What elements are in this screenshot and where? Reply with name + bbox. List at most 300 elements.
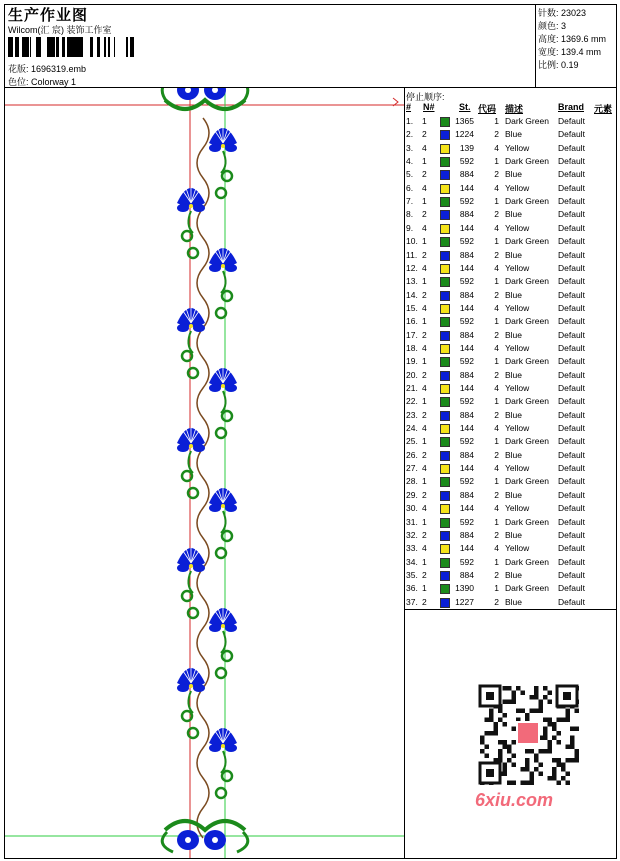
table-row [405,209,617,222]
row-stitches: 884 [459,249,474,260]
row-brand: Default [558,129,585,140]
flower-leaf [225,264,237,272]
color-swatch [440,130,450,140]
col-header-desc: 描述 [505,104,524,114]
table-row [405,476,617,489]
qr-module [485,718,490,723]
qr-module [503,713,508,718]
flower-leaf [193,684,205,692]
row-description: Blue [505,209,523,220]
row-brand: Default [558,436,585,447]
qr-module [566,758,571,763]
barcode-bar [109,37,110,57]
row-brand: Default [558,463,585,474]
colorway-label: 色位: Colorway 1 [8,77,77,87]
row-brand: Default [558,236,585,247]
barcode-bar [62,37,65,57]
row-number: 6. [406,182,414,193]
qr-module [566,781,571,786]
qr-module [494,722,499,727]
color-swatch [440,357,450,367]
qr-module [512,781,517,786]
flower-center [189,204,193,208]
row-description: Blue [505,529,523,540]
barcode-bar [12,37,13,57]
row-code: 2 [494,529,499,540]
qr-module [521,767,526,772]
row-code: 1 [494,156,499,167]
qr-module [494,731,499,736]
row-brand: Default [558,583,585,594]
row-brand: Default [558,356,585,367]
row-description: Dark Green [505,116,549,126]
qr-module [489,731,494,736]
design-height: 高度: 1369.6 mm [538,34,607,44]
row-needle: 4 [422,423,427,434]
row-stitches: 884 [459,489,474,500]
row-code: 4 [494,302,499,313]
table-row [405,436,617,449]
row-number: 33. [406,543,418,554]
qr-module [548,718,553,723]
qr-module [570,745,575,750]
row-stitches: 592 [459,476,474,487]
qr-module [525,763,530,768]
row-description: Blue [505,596,523,607]
qr-module [548,722,553,727]
qr-module [548,749,553,754]
qr-module [557,763,562,768]
row-needle: 4 [422,463,427,474]
row-brand: Default [558,476,585,487]
qr-module [507,781,512,786]
qr-finder-center [486,769,494,777]
row-needle: 2 [422,409,427,420]
row-description: Blue [505,329,523,340]
barcode-bar [49,37,52,57]
row-needle: 1 [422,556,427,567]
qr-module [575,758,580,763]
qr-code-icon [470,680,588,798]
flower-leaf [177,204,189,212]
color-swatch [440,491,450,501]
flower-center [221,744,225,748]
barcode-bar [10,37,12,57]
row-brand: Default [558,449,585,460]
row-brand: Default [558,342,585,353]
row-needle: 1 [422,236,427,247]
barcode-bar [36,37,38,57]
row-needle: 2 [422,209,427,220]
row-brand: Default [558,503,585,514]
table-row [405,183,617,196]
table-row [405,370,617,383]
qr-module [507,758,512,763]
qr-module [570,758,575,763]
qr-module [498,749,503,754]
table-row [405,156,617,169]
row-number: 26. [406,449,418,460]
end-motif-leaf [165,821,245,830]
row-number: 7. [406,196,414,207]
row-description: Yellow [505,142,530,153]
qr-module [485,745,490,750]
table-row [405,490,617,503]
row-code: 4 [494,342,499,353]
row-needle: 4 [422,182,427,193]
design-filename: 花版: 1696319.emb [8,64,87,74]
table-row [405,169,617,182]
qr-module [543,736,548,741]
qr-module [530,709,535,714]
qr-module [512,700,517,705]
row-needle: 2 [422,489,427,500]
row-stitches: 592 [459,356,474,367]
qr-module [525,749,530,754]
color-swatch [440,170,450,180]
flower-center [221,624,225,628]
row-code: 1 [494,556,499,567]
row-stitches: 884 [459,169,474,180]
row-needle: 2 [422,129,427,140]
row-brand: Default [558,302,585,313]
qr-module [552,736,557,741]
row-brand: Default [558,289,585,300]
row-number: 16. [406,316,418,327]
blue-flower-motif [177,425,205,498]
table-row [405,517,617,530]
qr-module [494,727,499,732]
qr-module [534,754,539,759]
table-row [405,250,617,263]
barcode-bar [90,37,93,57]
color-swatch [440,344,450,354]
qr-module [507,745,512,750]
page-title: 生产作业图 [8,7,89,24]
design-width: 宽度: 139.4 mm [538,47,602,57]
row-needle: 4 [422,142,427,153]
blue-flower-motif [177,305,205,378]
row-code: 4 [494,543,499,554]
qr-logo [517,722,539,744]
color-swatch [440,411,450,421]
row-stitches: 884 [459,369,474,380]
row-stitches: 144 [459,302,474,313]
row-needle: 1 [422,396,427,407]
qr-module [507,749,512,754]
barcode-bar [97,37,100,57]
qr-module [525,781,530,786]
row-code: 4 [494,222,499,233]
qr-module [498,709,503,714]
row-number: 2. [406,129,414,140]
qr-module [530,781,535,786]
row-code: 1 [494,316,499,327]
flower-leaf [225,144,237,152]
row-code: 2 [494,329,499,340]
color-swatch [440,331,450,341]
row-stitches: 144 [459,222,474,233]
row-stitches: 592 [459,196,474,207]
row-needle: 2 [422,249,427,260]
row-stitches: 144 [459,182,474,193]
barcode-bar [69,37,72,57]
row-needle: 4 [422,342,427,353]
qr-module [498,740,503,745]
qr-module [521,781,526,786]
blue-flower-motif [209,725,237,798]
color-swatch [440,117,450,127]
qr-module [512,691,517,696]
row-stitches: 144 [459,503,474,514]
row-brand: Default [558,516,585,527]
row-number: 11. [406,249,418,260]
qr-module [552,767,557,772]
qr-module [534,758,539,763]
row-code: 4 [494,423,499,434]
barcode-bar [39,37,41,57]
row-brand: Default [558,489,585,500]
row-code: 1 [494,276,499,287]
row-stitches: 144 [459,342,474,353]
row-stitches: 1227 [455,596,474,607]
table-row [405,396,617,409]
barcode-bar [22,37,24,57]
end-motif-flower-center [185,837,191,843]
row-number: 22. [406,396,418,407]
row-code: 2 [494,129,499,140]
row-number: 18. [406,342,418,353]
row-description: Yellow [505,182,530,193]
flower-center [221,144,225,148]
flower-center [189,324,193,328]
qr-module [566,713,571,718]
flower-leaf [209,504,221,512]
row-stitches: 592 [459,236,474,247]
table-row [405,356,617,369]
qr-module [503,763,508,768]
row-description: Blue [505,289,523,300]
flower-leaf [193,204,205,212]
color-swatch [440,584,450,594]
row-stitches: 884 [459,409,474,420]
qr-module [552,727,557,732]
row-stitches: 884 [459,209,474,220]
color-swatch [440,264,450,274]
row-stitches: 1224 [455,129,474,140]
row-description: Dark Green [505,156,549,167]
row-description: Dark Green [505,236,549,247]
barcode-bar [8,37,10,57]
qr-module [503,700,508,705]
row-code: 2 [494,569,499,580]
flower-leaf [225,384,237,392]
qr-module [539,749,544,754]
flower-center [221,264,225,268]
color-swatch [440,224,450,234]
barcode-bar [18,37,19,57]
row-description: Dark Green [505,516,549,527]
table-row [405,410,617,423]
row-description: Dark Green [505,396,549,407]
barcode-bar [76,37,79,57]
qr-module [552,758,557,763]
row-stitches: 1390 [455,583,474,594]
qr-module [530,772,535,777]
row-description: Blue [505,449,523,460]
row-description: Yellow [505,463,530,474]
barcode-bar [72,37,75,57]
row-number: 21. [406,383,418,393]
row-number: 31. [406,516,418,527]
row-code: 2 [494,449,499,460]
color-swatch [440,464,450,474]
row-number: 24. [406,423,418,434]
qr-module [530,695,535,700]
row-stitches: 592 [459,316,474,327]
embroidery-design-preview [5,88,404,858]
barcode-bar [27,37,29,57]
barcode-icon [8,37,140,57]
row-description: Blue [505,489,523,500]
barcode-bar [79,37,81,57]
row-brand: Default [558,169,585,180]
row-brand: Default [558,156,585,167]
qr-module [570,740,575,745]
row-needle: 1 [422,583,427,594]
row-code: 1 [494,516,499,527]
row-brand: Default [558,383,585,393]
barcode-bar [130,37,131,57]
color-swatch [440,504,450,514]
row-brand: Default [558,276,585,287]
color-swatch [440,477,450,487]
qr-module [534,709,539,714]
flower-leaf [193,564,205,572]
qr-module [566,718,571,723]
row-number: 37. [406,596,418,607]
qr-module [525,713,530,718]
row-needle: 1 [422,276,427,287]
qr-module [539,772,544,777]
row-description: Yellow [505,302,530,313]
qr-module [575,727,580,732]
row-needle: 4 [422,262,427,273]
qr-module [512,754,517,759]
row-needle: 1 [422,116,427,126]
color-swatch [440,210,450,220]
row-description: Blue [505,369,523,380]
color-swatch [440,451,450,461]
row-number: 8. [406,209,414,220]
flower-stem [188,451,193,473]
qr-module [507,686,512,691]
stem-curl [222,531,232,541]
row-number: 9. [406,222,414,233]
qr-module [543,718,548,723]
color-swatch [440,251,450,261]
qr-module [552,722,557,727]
barcode-bar [30,37,31,57]
flower-stem [188,691,193,713]
studio-name: Wilcom(汇 宸) 装饰工作室 [8,25,112,35]
row-number: 12. [406,262,418,273]
row-brand: Default [558,222,585,233]
row-stitches: 592 [459,516,474,527]
row-brand: Default [558,182,585,193]
row-stitches: 144 [459,262,474,273]
qr-module [480,736,485,741]
row-description: Dark Green [505,196,549,207]
qr-module [557,781,562,786]
flower-stem [188,211,193,233]
row-number: 27. [406,463,418,474]
row-code: 4 [494,142,499,153]
stem-curl [222,651,232,661]
row-brand: Default [558,529,585,540]
qr-module [570,727,575,732]
qr-module [512,695,517,700]
blue-flower-motif [209,125,237,198]
qr-module [521,691,526,696]
flower-leaf [225,624,237,632]
row-brand: Default [558,209,585,220]
flower-stem [188,331,193,353]
row-number: 1. [406,116,414,126]
row-description: Blue [505,129,523,140]
qr-module [498,754,503,759]
row-number: 10. [406,236,418,247]
color-swatch [440,157,450,167]
flower-leaf [209,144,221,152]
qr-module [503,740,508,745]
qr-module [561,767,566,772]
blue-flower-motif [209,245,237,318]
barcode-bar [104,37,106,57]
row-number: 23. [406,409,418,420]
qr-module [570,736,575,741]
row-needle: 2 [422,169,427,180]
qr-module [485,754,490,759]
flower-stem [188,571,193,593]
color-swatch [440,437,450,447]
row-description: Dark Green [505,316,549,327]
row-number: 15. [406,302,418,313]
row-code: 1 [494,396,499,407]
flower-leaf [177,684,189,692]
qr-module [498,718,503,723]
table-row [405,196,617,209]
color-count: 颜色: 3 [538,21,567,31]
flower-leaf [193,444,205,452]
qr-module [539,704,544,709]
row-needle: 2 [422,569,427,580]
row-stitches: 144 [459,383,474,393]
qr-module [534,767,539,772]
row-code: 2 [494,596,499,607]
row-description: Dark Green [505,583,549,594]
row-code: 4 [494,503,499,514]
barcode-bar [15,37,18,57]
row-description: Yellow [505,383,530,393]
row-stitches: 884 [459,569,474,580]
blue-flower-motif [209,605,237,678]
flower-center [189,444,193,448]
row-number: 17. [406,329,418,340]
qr-module [525,758,530,763]
row-description: Yellow [505,262,530,273]
row-code: 2 [494,489,499,500]
